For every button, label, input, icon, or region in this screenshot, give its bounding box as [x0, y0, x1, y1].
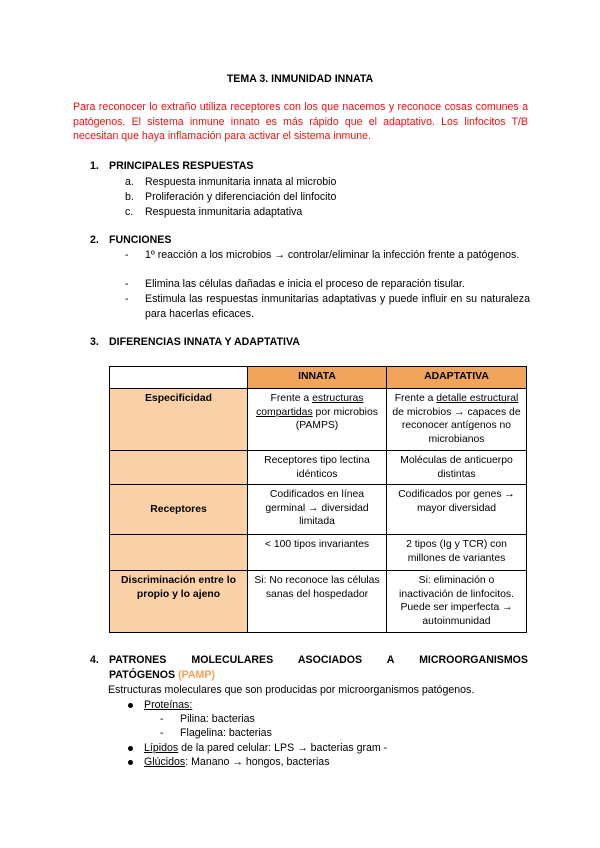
cell-text: por microbios (PAMPS): [295, 406, 378, 431]
section-1-heading: [90, 159, 530, 174]
table-cell: Receptores tipo lectina idénticos: [248, 451, 387, 485]
section-number: 4.: [90, 654, 99, 666]
cell-text: Frente a: [270, 393, 313, 404]
list-marker: -: [125, 249, 129, 261]
cell-text: de microbios → capaces de reconocer antígenos no microbianos: [392, 406, 521, 445]
section-title: FUNCIONES: [109, 234, 172, 246]
dash-marker: -: [160, 713, 164, 725]
table-cell: Codificados por genes → mayor diversidad: [387, 485, 527, 535]
list-item-text: Elimina las células dañadas e inicia el proceso de reparación tisular.: [145, 278, 465, 290]
list-item: [125, 292, 530, 321]
section-number: 1.: [90, 160, 99, 172]
list-item: [128, 755, 330, 770]
list-item-text: Estimula las respuestas inmunitarias adaptativas y puede influir en su naturaleza para hacerlas eficaces.: [145, 293, 530, 320]
section-title: PRINCIPALES RESPUESTAS: [109, 160, 254, 172]
list-item: [125, 205, 530, 220]
bullet-icon: [128, 746, 133, 751]
dash-marker: -: [160, 727, 164, 739]
list-item: [125, 277, 530, 292]
intro-paragraph: Para reconocer lo extraño utiliza receptores con los que nacemos y reconoce cosas comunes a patógenos. El sistema inmune innato es más rápido que el adaptativo. Los linfocitos T/B necesitan que haya inflamación para activar el sistema inmune.: [73, 101, 528, 142]
list-item-text: Pilina: bacterias: [180, 713, 255, 725]
list-item: [125, 248, 530, 263]
table-row: [110, 389, 527, 451]
cell-text: Frente a: [394, 393, 437, 404]
list-marker: -: [125, 293, 129, 305]
bullet-icon: [128, 760, 133, 765]
list-marker: c.: [125, 206, 134, 218]
table-header-row: [110, 367, 527, 389]
proteins-label: Proteínas:: [144, 699, 193, 711]
section-number: 3.: [90, 336, 99, 348]
list-item-text: Respuesta inmunitaria innata al microbio: [145, 176, 337, 188]
table-corner-cell: [110, 367, 248, 389]
pamp-description: Estructuras moleculares que son producidas por microorganismos patógenos.: [108, 684, 475, 696]
table-cell: Moléculas de anticuerpo distintas: [387, 451, 527, 485]
table-cell: Si: eliminación o inactivación de linfocitos. Puede ser imperfecta → autoinmunidad: [387, 571, 527, 633]
list-item: [125, 190, 530, 205]
list-item-text: de la pared celular: LPS → bacterias gram -: [178, 742, 388, 754]
table-row: [110, 451, 527, 485]
table-cell: Codificados en línea germinal → diversidad limitada: [248, 485, 387, 535]
section-3-heading: [90, 335, 530, 350]
table-cell: [248, 389, 387, 451]
page-title: TEMA 3. INMUNIDAD INNATA: [226, 73, 374, 85]
comparison-table: [109, 366, 527, 633]
list-item: [125, 175, 530, 190]
list-item-text: Respuesta inmunitaria adaptativa: [145, 206, 303, 218]
row-label-receptores: Receptores: [110, 485, 248, 535]
section-4-heading: [90, 653, 528, 668]
row-label-discriminacion: Discriminación entre lo propio y lo ajeno: [110, 571, 248, 633]
list-item: [160, 712, 255, 727]
table-cell: < 100 tipos invariantes: [248, 535, 387, 571]
row-label-blank: [110, 535, 248, 571]
table-cell: Si: No reconoce las células sanas del hospedador: [248, 571, 387, 633]
glucids-label: Glúcidos: [144, 756, 186, 768]
section-title: PATRONES MOLECULARES ASOCIADOS A MICROORGANISMOS: [109, 654, 528, 666]
section-4-heading-continued: [109, 668, 549, 683]
section-title-continued: PATÓGENOS: [109, 669, 176, 681]
list-item: [160, 726, 272, 741]
table-row: [110, 485, 527, 535]
section-number: 2.: [90, 234, 99, 246]
table-row: [110, 535, 527, 571]
section-title: DIFERENCIAS INNATA Y ADAPTATIVA: [109, 336, 300, 348]
list-item-text: Flagelina: bacterias: [180, 727, 272, 739]
column-header-adaptativa: ADAPTATIVA: [387, 367, 527, 389]
list-item-text: Proliferación y diferenciación del linfocito: [145, 191, 337, 203]
row-label-blank: [110, 451, 248, 485]
table-cell: [387, 389, 527, 451]
column-header-innata: INNATA: [248, 367, 387, 389]
table-cell: 2 tipos (Ig y TCR) con millones de variantes: [387, 535, 527, 571]
cell-underlined-text: detalle estructural: [436, 393, 519, 404]
bullet-icon: [128, 703, 133, 708]
list-marker: a.: [125, 176, 134, 188]
list-marker: b.: [125, 191, 134, 203]
table-row: [110, 571, 527, 633]
list-item-text: 1º reacción a los microbios → controlar/eliminar la infección frente a patógenos.: [145, 249, 520, 261]
list-item-text: : Manano → hongos, bacterias: [185, 756, 330, 768]
lipids-label: Lípidos: [144, 742, 179, 754]
section-2-heading: [90, 233, 530, 248]
cell-underlined-text: estructuras compartidas: [256, 393, 364, 418]
list-item: [128, 741, 387, 756]
list-item: [128, 698, 192, 713]
pamp-tag: (PAMP): [178, 669, 215, 681]
row-label-especificidad: Especificidad: [110, 389, 248, 451]
list-marker: -: [125, 278, 129, 290]
